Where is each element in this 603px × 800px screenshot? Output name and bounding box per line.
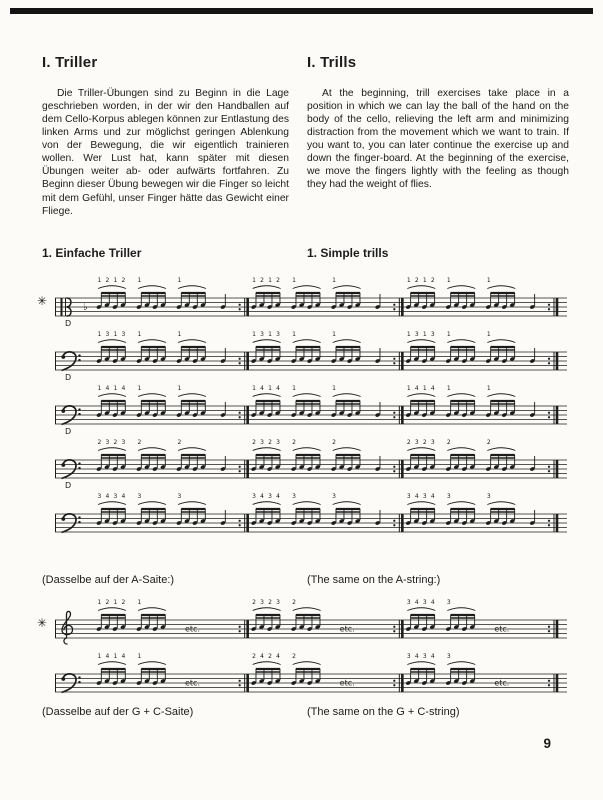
svg-text:1: 1 <box>97 330 102 338</box>
svg-text:1: 1 <box>97 598 102 606</box>
svg-text:1: 1 <box>486 330 491 338</box>
svg-text:1: 1 <box>137 598 142 606</box>
svg-text:3: 3 <box>422 492 427 500</box>
svg-text:4: 4 <box>121 652 126 660</box>
svg-text:2: 2 <box>276 276 280 284</box>
svg-text:1: 1 <box>177 384 182 392</box>
svg-text:3: 3 <box>260 438 264 446</box>
svg-text:2: 2 <box>422 438 427 446</box>
svg-text:1: 1 <box>97 384 102 392</box>
svg-text:etc.: etc. <box>185 678 200 688</box>
svg-text:3: 3 <box>446 598 451 606</box>
svg-text:4: 4 <box>276 384 280 392</box>
svg-text:1: 1 <box>252 276 256 284</box>
svg-text:3: 3 <box>276 438 280 446</box>
svg-text:1: 1 <box>332 276 336 284</box>
intro-paragraph-german: Die Triller-Übungen sind zu Beginn in die Lage geschrieben worden, in der wir den Handballen auf dem Cello-Korpus ablegen können zur Entlastung des linken Arms und zur möglichst geringen Ablenkung von der Bewegung, die wir eigentlich trainieren wollen. Wer Lust hat, kann später mit diesen Übungen weiter ab- oder aufwärts fortfahren. Zu Beginn dieser Übung bewegen wir die Finger so leicht mit dem Gefühl, unser Finger hätte das Gewicht einer Fliege. <box>42 88 289 217</box>
svg-text:3: 3 <box>422 598 427 606</box>
svg-text:2: 2 <box>292 652 296 660</box>
svg-text:3: 3 <box>121 330 126 338</box>
staff-svg <box>55 436 567 490</box>
score-block-extra <box>0 596 603 704</box>
svg-text:2: 2 <box>486 438 491 446</box>
svg-text:2: 2 <box>177 438 182 446</box>
svg-text:1: 1 <box>113 330 118 338</box>
svg-text:1: 1 <box>422 276 427 284</box>
svg-text:etc.: etc. <box>339 678 355 688</box>
svg-text:2: 2 <box>113 438 118 446</box>
svg-text:1: 1 <box>406 276 411 284</box>
svg-text:3: 3 <box>414 438 419 446</box>
svg-text:3: 3 <box>113 492 118 500</box>
svg-text:4: 4 <box>414 598 419 606</box>
svg-text:D: D <box>65 372 72 382</box>
svg-text:2: 2 <box>137 438 142 446</box>
svg-text:2: 2 <box>252 598 256 606</box>
svg-text:3: 3 <box>406 652 411 660</box>
page-number: 9 <box>543 735 551 751</box>
svg-text:3: 3 <box>268 492 272 500</box>
svg-text:3: 3 <box>486 492 491 500</box>
svg-text:3: 3 <box>252 492 256 500</box>
svg-text:4: 4 <box>105 652 110 660</box>
svg-text:1: 1 <box>486 276 491 284</box>
svg-text:4: 4 <box>105 492 110 500</box>
svg-text:3: 3 <box>97 492 102 500</box>
svg-text:1: 1 <box>486 384 491 392</box>
svg-text:4: 4 <box>430 598 435 606</box>
svg-text:3: 3 <box>430 330 435 338</box>
svg-text:2: 2 <box>406 438 411 446</box>
svg-text:3: 3 <box>105 330 110 338</box>
svg-text:4: 4 <box>414 492 419 500</box>
svg-text:etc.: etc. <box>494 678 510 688</box>
caption-gc-string-german: (Dasselbe auf der G + C-Saite) <box>42 705 194 718</box>
svg-text:2: 2 <box>332 438 336 446</box>
svg-text:4: 4 <box>414 384 419 392</box>
svg-text:1: 1 <box>446 330 451 338</box>
asterisk-icon: ✳ <box>37 293 48 308</box>
svg-text:2: 2 <box>268 598 272 606</box>
svg-text:1: 1 <box>97 652 102 660</box>
page-top-rule <box>10 8 593 14</box>
title-german: I. Triller <box>42 54 98 71</box>
svg-text:2: 2 <box>292 598 296 606</box>
svg-text:etc.: etc. <box>494 624 510 634</box>
svg-text:1: 1 <box>422 330 427 338</box>
music-system <box>0 274 603 328</box>
svg-text:3: 3 <box>406 492 411 500</box>
caption-gc-string-english: (The same on the G + C-string) <box>307 705 460 718</box>
svg-text:2: 2 <box>268 438 272 446</box>
caption-a-string-english: (The same on the A-string:) <box>307 573 441 586</box>
svg-text:1: 1 <box>113 652 118 660</box>
svg-text:1: 1 <box>422 384 427 392</box>
asterisk-icon: ✳ <box>37 615 48 630</box>
gc-string-caption-row <box>0 706 603 718</box>
music-system <box>0 382 603 436</box>
svg-text:2: 2 <box>430 276 435 284</box>
svg-text:D: D <box>65 480 72 490</box>
svg-text:4: 4 <box>260 384 264 392</box>
subtitle-english: 1. Simple trills <box>307 245 389 260</box>
svg-text:1: 1 <box>292 384 296 392</box>
svg-text:1: 1 <box>252 384 256 392</box>
staff-svg <box>55 274 567 328</box>
svg-text:2: 2 <box>252 438 256 446</box>
svg-text:4: 4 <box>276 492 280 500</box>
music-system <box>0 328 603 382</box>
svg-text:4: 4 <box>430 652 435 660</box>
svg-text:3: 3 <box>137 492 142 500</box>
svg-text:3: 3 <box>260 330 264 338</box>
svg-text:1: 1 <box>177 276 182 284</box>
svg-text:1: 1 <box>177 330 182 338</box>
caption-a-string-german: (Dasselbe auf der A-Saite:) <box>42 573 175 586</box>
music-system <box>0 650 603 704</box>
music-system <box>0 490 603 544</box>
score-block-main <box>0 274 603 544</box>
svg-text:4: 4 <box>430 384 435 392</box>
svg-text:4: 4 <box>105 384 110 392</box>
svg-text:etc.: etc. <box>185 624 200 634</box>
svg-text:1: 1 <box>268 276 272 284</box>
svg-text:3: 3 <box>422 652 427 660</box>
svg-text:2: 2 <box>121 598 126 606</box>
svg-text:3: 3 <box>121 438 126 446</box>
svg-text:1: 1 <box>332 384 336 392</box>
svg-text:4: 4 <box>121 384 126 392</box>
svg-text:2: 2 <box>260 276 264 284</box>
svg-text:3: 3 <box>276 598 280 606</box>
svg-text:4: 4 <box>414 652 419 660</box>
staff-svg <box>55 382 567 436</box>
svg-text:1: 1 <box>113 384 118 392</box>
svg-text:1: 1 <box>137 384 142 392</box>
svg-text:1: 1 <box>446 384 451 392</box>
svg-text:3: 3 <box>260 598 264 606</box>
svg-text:1: 1 <box>292 276 296 284</box>
subtitles-row <box>0 246 603 260</box>
svg-text:1: 1 <box>446 276 451 284</box>
svg-text:1: 1 <box>268 330 272 338</box>
svg-text:4: 4 <box>121 492 126 500</box>
svg-text:3: 3 <box>332 492 336 500</box>
staff-svg <box>55 328 567 382</box>
intro-row <box>0 87 603 218</box>
svg-text:3: 3 <box>292 492 296 500</box>
svg-text:2: 2 <box>105 598 110 606</box>
svg-text:4: 4 <box>430 492 435 500</box>
titles-row <box>0 54 603 71</box>
svg-text:4: 4 <box>260 652 264 660</box>
a-string-caption-row <box>0 574 603 586</box>
svg-text:3: 3 <box>414 330 419 338</box>
svg-text:D: D <box>65 318 72 328</box>
music-system <box>0 596 603 650</box>
svg-text:1: 1 <box>113 598 118 606</box>
svg-text:1: 1 <box>137 652 142 660</box>
svg-text:3: 3 <box>105 438 110 446</box>
svg-text:1: 1 <box>137 276 142 284</box>
svg-text:3: 3 <box>406 598 411 606</box>
staff-svg <box>55 650 567 704</box>
svg-text:2: 2 <box>292 438 296 446</box>
svg-text:1: 1 <box>113 276 118 284</box>
svg-text:1: 1 <box>137 330 142 338</box>
svg-text:4: 4 <box>260 492 264 500</box>
svg-text:1: 1 <box>268 384 272 392</box>
svg-text:2: 2 <box>414 276 419 284</box>
music-system <box>0 436 603 490</box>
intro-paragraph-english: At the beginning, trill exercises take place in a position in which we can lay the ball of the hand on the body of the cello, relieving the left arm and minimizing distraction from the movement which we want to train. If you want to, you can later continue the exercise up and down the finger-board. At the beginning of the exercise, we move the fingers lightly with the feeling as though they had the weight of flies. <box>307 88 569 191</box>
svg-text:1: 1 <box>292 330 296 338</box>
svg-text:1: 1 <box>97 276 102 284</box>
svg-text:3: 3 <box>177 492 182 500</box>
svg-text:1: 1 <box>406 384 411 392</box>
svg-text:2: 2 <box>97 438 102 446</box>
svg-text:3: 3 <box>446 652 451 660</box>
svg-text:3: 3 <box>430 438 435 446</box>
subtitle-german: 1. Einfache Triller <box>42 245 142 260</box>
svg-text:1: 1 <box>406 330 411 338</box>
svg-text:3: 3 <box>276 330 280 338</box>
svg-text:4: 4 <box>276 652 280 660</box>
svg-text:1: 1 <box>252 330 256 338</box>
svg-text:1: 1 <box>332 330 336 338</box>
svg-text:2: 2 <box>121 276 126 284</box>
staff-svg <box>55 596 567 650</box>
svg-text:D: D <box>65 426 72 436</box>
svg-text:2: 2 <box>268 652 272 660</box>
svg-text:2: 2 <box>105 276 110 284</box>
svg-text:♭: ♭ <box>83 301 88 313</box>
svg-text:etc.: etc. <box>339 624 355 634</box>
svg-text:3: 3 <box>446 492 451 500</box>
svg-text:2: 2 <box>252 652 256 660</box>
staff-svg <box>55 490 567 544</box>
title-english: I. Trills <box>307 54 357 71</box>
svg-text:2: 2 <box>446 438 451 446</box>
